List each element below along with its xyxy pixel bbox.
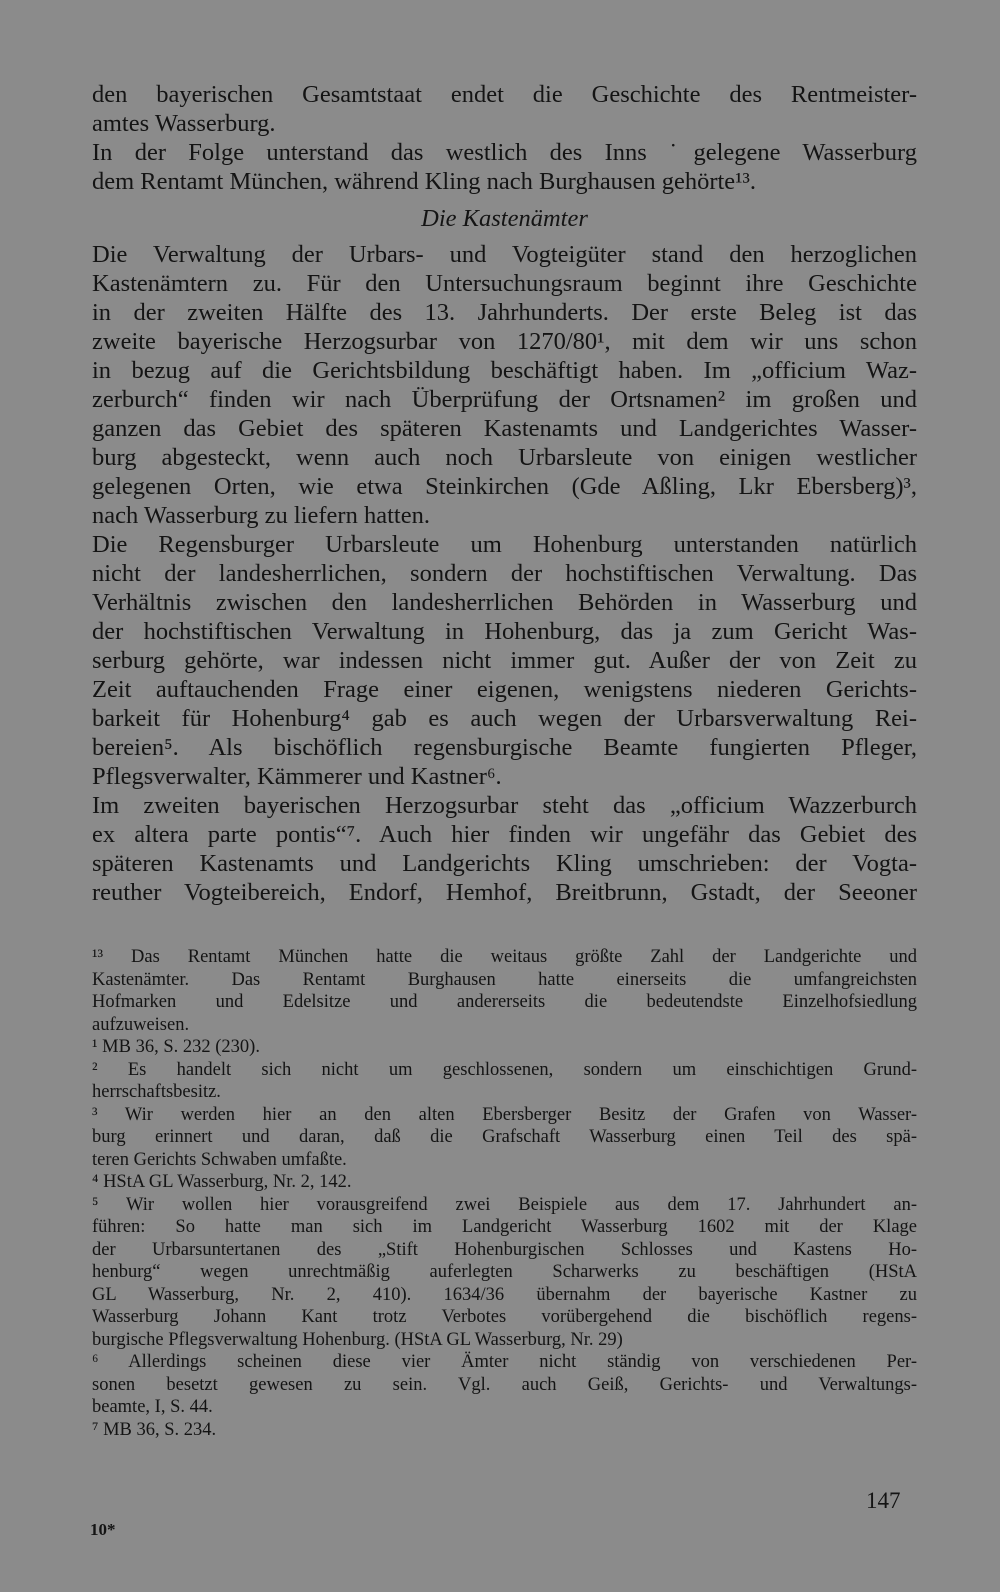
footnote-line: Kastenämter. Das Rentamt Burghausen hatte einerseits die umfangreichsten — [92, 969, 917, 990]
footnote-line: der Urbarsuntertanen des „Stift Hohenburgischen Schlosses und Kastens Ho- — [92, 1239, 917, 1260]
body-line: der hochstiftischen Verwaltung in Hohenburg, das ja zum Gericht Was- — [92, 618, 917, 645]
footnote-line: ³ Wir werden hier an den alten Ebersberger Besitz der Grafen von Wasser- — [92, 1104, 917, 1125]
body-line: in bezug auf die Gerichtsbildung beschäftigt haben. Im „officium Waz- — [92, 357, 917, 384]
body-line: serburg gehörte, war indessen nicht immer gut. Außer der von Zeit zu — [92, 647, 917, 674]
body-line: Die Regensburger Urbarsleute um Hohenburg unterstanden natürlich — [92, 531, 917, 558]
footnote-line: Wasserburg Johann Kant trotz Verbotes vorübergehend die bischöflich regens- — [92, 1307, 917, 1327]
body-line: In der Folge unterstand das westlich des Inns ˙gelegene Wasserburg — [92, 139, 917, 166]
body-line: nicht der landesherrlichen, sondern der hochstiftischen Verwaltung. Das — [92, 560, 917, 587]
body-line: Pflegsverwalter, Kämmerer und Kastner⁶. — [92, 763, 502, 790]
footnote-line: aufzuweisen. — [92, 1014, 190, 1035]
body-line: Die Verwaltung der Urbars- und Vogteigüter stand den herzoglichen — [92, 241, 917, 268]
body-line: barkeit für Hohenburg⁴ gab es auch wegen der Urbarsverwaltung Rei- — [92, 705, 917, 732]
sheet-signature: 10* — [90, 1520, 116, 1539]
body-line: bereien⁵. Als bischöflich regensburgische Beamte fungierten Pfleger, — [92, 734, 917, 761]
footnote-line: ⁴ HStA GL Wasserburg, Nr. 2, 142. — [92, 1172, 352, 1192]
body-line: ex altera parte pontis“⁷. Auch hier finden wir ungefähr das Gebiet des — [92, 821, 917, 848]
footnote-line: führen: So hatte man sich im Landgericht Wasserburg 1602 mit der Klage — [92, 1217, 917, 1237]
body-text — [92, 80, 917, 907]
footnote-line: GL Wasserburg, Nr. 2, 410). 1634/36 übernahm der bayerische Kastner zu — [92, 1284, 917, 1305]
footnote-line: ² Es handelt sich nicht um geschlossenen, sondern um einschichtigen Grund- — [92, 1059, 917, 1080]
body-line: späteren Kastenamts und Landgerichts Kling umschrieben: der Vogta- — [92, 850, 917, 877]
footnote-line: henburg“ wegen unrechtmäßig auferlegten Scharwerks zu beschäftigen (HStA — [92, 1262, 917, 1282]
body-line: dem Rentamt München, während Kling nach Burghausen gehörte¹³. — [92, 168, 757, 195]
footnote-line: ⁶ Allerdings scheinen diese vier Ämter nicht ständig von verschiedenen Per- — [92, 1352, 917, 1372]
page-number: 147 — [866, 1488, 901, 1513]
footnote-line: ¹³ Das Rentamt München hatte die weitaus größte Zahl der Landgerichte und — [92, 947, 917, 967]
footnote-line: ¹ MB 36, S. 232 (230). — [92, 1037, 260, 1057]
body-line: gelegenen Orten, wie etwa Steinkirchen (Gde Aßling, Lkr Ebersberg)³, — [92, 473, 917, 500]
body-line: den bayerischen Gesamtstaat endet die Geschichte des Rentmeister- — [92, 81, 917, 108]
body-line: in der zweiten Hälfte des 13. Jahrhunderts. Der erste Beleg ist das — [92, 299, 917, 326]
footnote-line: ⁷ MB 36, S. 234. — [92, 1419, 217, 1440]
body-line: Im zweiten bayerischen Herzogsurbar steht das „officium Wazzerburch — [92, 792, 917, 819]
section-heading: Die Kastenämter — [421, 205, 588, 232]
body-line: burg abgesteckt, wenn auch noch Urbarsleute von einigen westlicher — [92, 444, 917, 471]
body-line: nach Wasserburg zu liefern hatten. — [92, 502, 430, 529]
body-line: Kastenämtern zu. Für den Untersuchungsraum beginnt ihre Geschichte — [92, 270, 917, 297]
footnote-line: herrschaftsbesitz. — [92, 1082, 221, 1102]
body-line: reuther Vogteibereich, Endorf, Hemhof, Breitbrunn, Gstadt, der Seeoner — [92, 879, 917, 906]
footnote-line: sonen besetzt gewesen zu sein. Vgl. auch Geiß, Gerichts- und Verwaltungs- — [92, 1374, 917, 1395]
footnote-line: teren Gerichts Schwaben umfaßte. — [92, 1149, 347, 1170]
body-line: ganzen das Gebiet des späteren Kastenamts und Landgerichtes Wasser- — [92, 415, 917, 442]
footnote-line: burg erinnert und daran, daß die Grafschaft Wasserburg einen Teil des spä- — [92, 1127, 917, 1147]
body-line: zweite bayerische Herzogsurbar von 1270/80¹, mit dem wir uns schon — [92, 328, 917, 355]
body-line: zerburch“ finden wir nach Überprüfung der Ortsnamen² im großen und — [92, 386, 917, 413]
footnote-line: Hofmarken und Edelsitze und andererseits die bedeutendste Einzelhofsiedlung — [92, 992, 917, 1012]
footnote-line: ⁵ Wir wollen hier vorausgreifend zwei Beispiele aus dem 17. Jahrhundert an- — [92, 1194, 917, 1215]
footnotes — [92, 946, 917, 1441]
footnote-line: burgische Pflegsverwaltung Hohenburg. (HStA GL Wasserburg, Nr. 29) — [92, 1329, 623, 1350]
body-line: amtes Wasserburg. — [92, 110, 276, 137]
body-line: Verhältnis zwischen den landesherrlichen Behörden in Wasserburg und — [92, 589, 917, 616]
body-line: Zeit auftauchenden Frage einer eigenen, wenigstens niederen Gerichts- — [92, 676, 917, 703]
footnote-line: beamte, I, S. 44. — [92, 1397, 213, 1417]
